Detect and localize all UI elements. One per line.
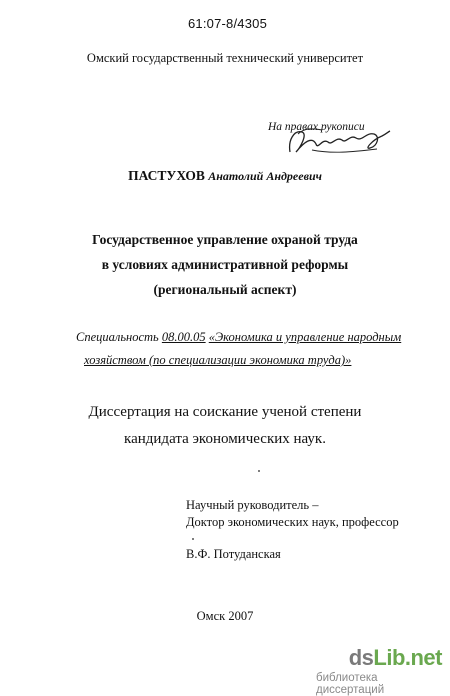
supervisor-role: Научный руководитель – xyxy=(186,498,319,512)
specialty-line-1 xyxy=(76,330,401,345)
signature xyxy=(282,122,392,162)
dslib-watermark xyxy=(316,645,446,696)
author-last-name: ПАСТУХОВ xyxy=(128,168,205,183)
specialty-name-1: «Экономика и управление народным xyxy=(208,330,402,344)
dslib-logo-suffix: Lib.net xyxy=(373,645,442,670)
specialty-line-2 xyxy=(84,353,351,368)
dissertation-line-1: Диссертация на соискание ученой степени xyxy=(88,404,362,420)
specialty-code: 08.00.05 xyxy=(161,330,206,344)
document-code: 61:07-8/4305 xyxy=(188,16,268,31)
dslib-logo xyxy=(349,645,442,671)
dslib-subtitle: библиотека диссертаций xyxy=(316,672,385,696)
university-name: Омский государственный технический университет xyxy=(86,51,364,65)
dslib-logo-prefix: ds xyxy=(348,645,374,670)
dissertation-line-2: кандидата экономических наук. xyxy=(124,431,326,447)
scan-speck xyxy=(192,538,194,540)
title-line-3: (региональный аспект) xyxy=(153,282,297,297)
author-name xyxy=(0,168,450,184)
supervisor-name: В.Ф. Потуданская xyxy=(186,547,281,561)
supervisor-degree: Доктор экономических наук, профессор xyxy=(186,515,399,529)
scan-speck xyxy=(258,470,260,472)
manuscript-rights: На правах рукописи xyxy=(268,121,365,133)
title-line-2: в условиях административной реформы xyxy=(101,257,349,272)
city-year: Омск 2007 xyxy=(196,609,254,623)
title-line-1: Государственное управление охраной труда xyxy=(92,232,358,247)
author-first-name: Анатолий Андреевич xyxy=(208,169,322,183)
specialty-name-2: хозяйством (по специализации экономика труда)» xyxy=(84,353,352,367)
specialty-prefix: Специальность xyxy=(76,330,162,344)
